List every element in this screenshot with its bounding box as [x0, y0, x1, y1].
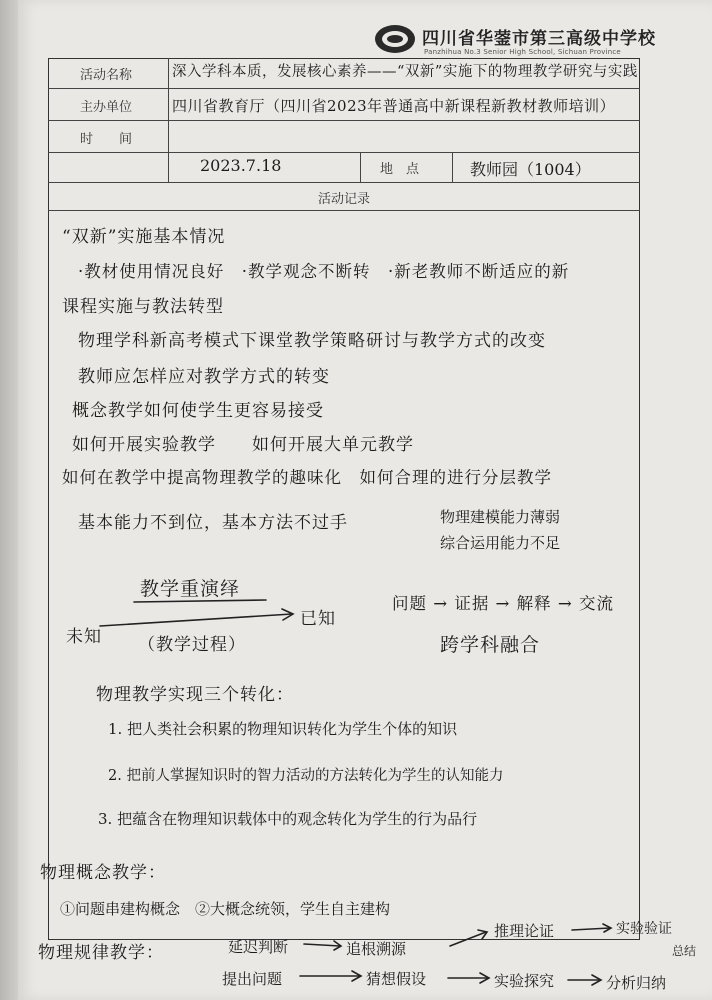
flow-step: 提出问题 [222, 970, 283, 988]
note-line: 概念教学如何使学生更容易接受 [72, 401, 324, 421]
arrow-icon [100, 614, 292, 626]
list-item: 2. 把前人掌握知识时的智力活动的方法转化为学生的认知能力 [108, 768, 504, 784]
note-line: ·教材使用情况良好 ·教学观念不断转 ·新老教师不断适应的新 [78, 262, 570, 281]
note-line: 课程实施与教法转型 [62, 297, 224, 317]
school-name: 四川省华蓥市第三高级中学校 [422, 29, 656, 49]
diagram-label-bottom: （教学过程） [138, 635, 246, 655]
note-line: 物理学科新高考模式下课堂教学策略研讨与教学方式的改变 [78, 331, 546, 351]
flow-interdisciplinary: 跨学科融合 [440, 634, 541, 656]
flow-step: 猜想假设 [366, 970, 427, 988]
note-line: ①问题串建构概念 ②大概念统领，学生自主建构 [60, 900, 391, 918]
diagram-label-top: 教学重演绎 [140, 578, 241, 600]
organizer-label: 主办单位 [80, 100, 133, 115]
flow-inquiry: 问题 → 证据 → 解释 → 交流 [392, 594, 614, 613]
flow-step: 总结 [672, 944, 697, 958]
time-label: 时 间 [80, 132, 133, 147]
note-line: 物理教学实现三个转化： [96, 685, 294, 705]
underline [134, 600, 266, 602]
time-value: 2023.7.18 [200, 156, 282, 175]
flow-step: 分析归纳 [606, 974, 667, 992]
organizer-value: 四川省教育厅（四川省2023年普通高中新课程新教材教师培训） [172, 97, 616, 115]
location-value: 教师园（1004） [470, 160, 591, 179]
list-item: 3. 把蕴含在物理知识载体中的观念转化为学生的行为品行 [98, 810, 478, 828]
diagram-label-right: 已知 [300, 609, 336, 629]
activity-name-label: 活动名称 [80, 68, 133, 83]
flow-step: 追根溯源 [346, 940, 407, 958]
arrow-icon [450, 932, 486, 946]
note-line: 如何在教学中提高物理教学的趣味化 如何合理的进行分层教学 [62, 468, 552, 487]
school-english-name: Panzhihua No.3 Senior High School, Sichuan Province [424, 48, 621, 56]
diagram-label-left: 未知 [66, 627, 102, 647]
note-line: 教师应怎样应对教学方式的转变 [78, 367, 330, 387]
note-line: 基本能力不到位，基本方法不过手 [78, 513, 348, 533]
flow-step: 实验探究 [494, 972, 555, 990]
flow-step: 实验验证 [616, 921, 672, 937]
flow-step: 推理论证 [494, 922, 555, 940]
note-line: 综合运用能力不足 [440, 534, 561, 552]
note-line: “双新”实施基本情况 [62, 227, 226, 247]
arrow-icon [572, 928, 610, 930]
arrow-icon [304, 944, 340, 946]
note-line: 物理建模能力薄弱 [440, 508, 561, 526]
note-line: 物理概念教学： [40, 863, 166, 883]
activity-name-value: 深入学科本质，发展核心素养——“双新”实施下的物理教学研究与实践 [172, 64, 638, 80]
note-line: 物理规律教学： [38, 943, 164, 963]
flow-step: 延迟判断 [228, 938, 289, 956]
location-label: 地 点 [380, 162, 420, 177]
note-line: 如何开展实验教学 如何开展大单元教学 [72, 435, 414, 455]
list-item: 1. 把人类社会积累的物理知识转化为学生个体的知识 [108, 720, 458, 738]
record-label: 活动记录 [318, 192, 371, 207]
